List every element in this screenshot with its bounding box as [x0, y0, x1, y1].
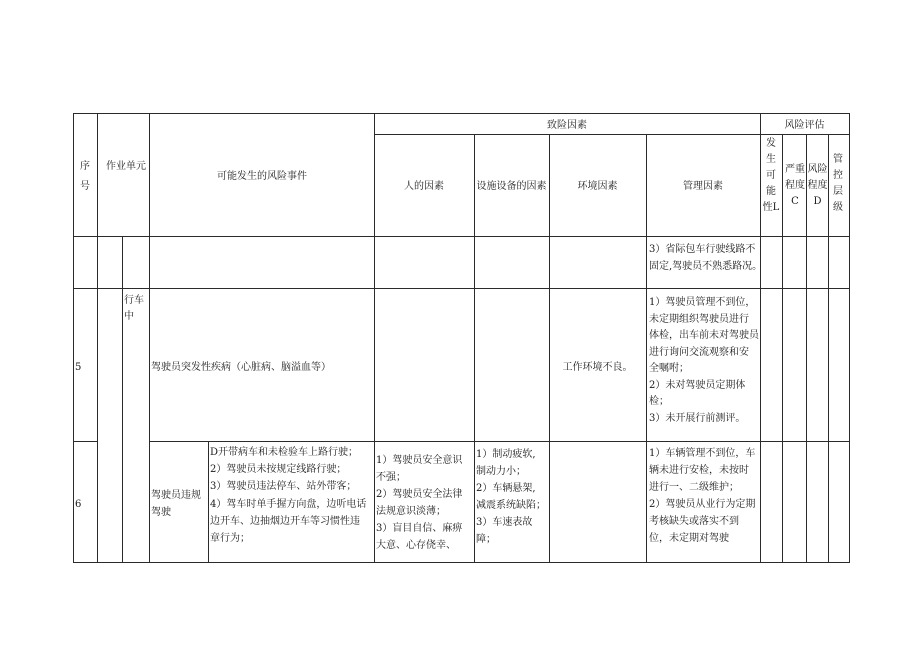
row6-management-2: 辆未进行安检，未按时: [649, 465, 749, 476]
header-equipment: 设施设备的因素: [476, 181, 547, 192]
header-management: 管理因素: [683, 181, 723, 192]
line-header-bottom: [73, 236, 849, 237]
line-subevent: [208, 441, 209, 562]
line-top: [73, 113, 849, 114]
line-factors-right: [760, 113, 761, 563]
row6-management-1: 1）车辆管理不到位，车: [649, 448, 756, 459]
line-row5-right: [149, 441, 849, 442]
row6-human-3: 2）驾驶员安全法律: [376, 489, 463, 500]
header-level: 风险程度D: [807, 164, 828, 207]
header-human: 人的因素: [404, 181, 444, 192]
row6-equipment-1: 1）制动疲软,: [476, 449, 536, 460]
row6-equipment-4: 减震系统缺陷；: [476, 500, 546, 511]
row6-subevent-5: 边开车、边抽烟边开车等习惯性违: [210, 516, 360, 527]
row6-equipment-3: 2）车辆悬架,: [476, 483, 536, 494]
row6-management-4: 2）驾驶员从业行为定期: [649, 499, 756, 510]
row6-management-3: 进行一、二级维护；: [649, 482, 739, 493]
line-human-right: [474, 134, 475, 563]
row6-seq: 6: [75, 499, 82, 510]
row6-human-6: 大意、心存侥幸、: [376, 540, 456, 551]
header-factors: 致险因素: [547, 120, 587, 131]
row6-subevent-1: D开带病车和未检验车上路行驶；: [210, 447, 359, 458]
row5-environment: 工作环境不良。: [562, 362, 633, 373]
line-seq-right: [97, 113, 98, 563]
header-likelihood: 发生可能性L: [762, 138, 780, 213]
row6-subevent-2: 2）驾驶员未按规定线路行驶；: [210, 464, 347, 475]
row5-management-4: 进行询问交流观察和安: [649, 347, 749, 358]
row5-management-8: 3）未开展行前测评。: [649, 413, 746, 424]
row6-human-2: 不强；: [376, 472, 406, 483]
unit-label: 行车中: [124, 295, 144, 322]
row-top-management-1: 3）省际包车行驶线路不: [649, 244, 756, 255]
row6-equipment-6: 障；: [476, 534, 496, 545]
row6-event-2: 驾驶: [151, 507, 171, 518]
row5-management-6: 2）未对驾驶员定期体: [649, 380, 746, 391]
row6-management-6: 位，未定期对驾驶: [649, 533, 729, 544]
header-seq: 序号: [80, 161, 90, 192]
line-equip-right: [549, 134, 550, 563]
row6-equipment-5: 3）车速表故: [476, 517, 533, 528]
row6-event-1: 驾驶员违规: [151, 490, 201, 501]
line-row-top-bottom: [73, 288, 849, 289]
row5-management-3: 体检，出车前未对驾驶员: [649, 330, 759, 341]
row6-equipment-2: 制动力小；: [476, 466, 526, 477]
line-unit-inner: [122, 236, 123, 562]
row5-management-7: 检；: [649, 396, 669, 407]
line-factors-sub: [374, 134, 849, 135]
row5-management-1: 1）驾驶员管理不到位，: [649, 297, 756, 308]
row5-seq: 5: [75, 362, 82, 373]
header-control: 管控层级: [833, 154, 843, 213]
line-row5-left: [73, 441, 97, 442]
header-severity: 严重程度C: [785, 164, 805, 207]
line-bottom: [73, 562, 849, 563]
line-d-right: [828, 134, 829, 563]
header-environment: 环境因素: [577, 181, 618, 192]
row6-subevent-3: 3）驾驶员违法停车、站外带客；: [210, 481, 357, 492]
row6-subevent-6: 章行为；: [210, 533, 250, 544]
line-left: [73, 113, 74, 563]
row5-event: 驾驶员突发性疾病（心脏病、脑溢血等）: [151, 362, 331, 373]
row6-subevent-4: 4）驾车时单手握方向盘，边听电话: [210, 499, 367, 510]
row6-human-1: 1）驾驶员安全意识: [376, 455, 463, 466]
row6-human-5: 3）盲目自信、麻痹: [376, 523, 463, 534]
row6-management-5: 考核缺失或落实不到: [649, 516, 739, 527]
line-env-right: [646, 134, 647, 563]
header-event: 可能发生的风险事件: [217, 171, 307, 182]
row5-management-2: 未定期组织驾驶员进行: [649, 314, 749, 325]
row6-human-4: 法规意识淡薄；: [376, 506, 446, 517]
header-assessment: 风险评估: [784, 120, 825, 131]
row5-management-5: 全嘱咐；: [649, 363, 689, 374]
header-unit: 作业单元: [106, 161, 146, 172]
line-right: [849, 113, 850, 563]
row-top-management-2: 固定,驾驶员不熟悉路况。: [649, 261, 763, 272]
line-l-right: [782, 134, 783, 563]
